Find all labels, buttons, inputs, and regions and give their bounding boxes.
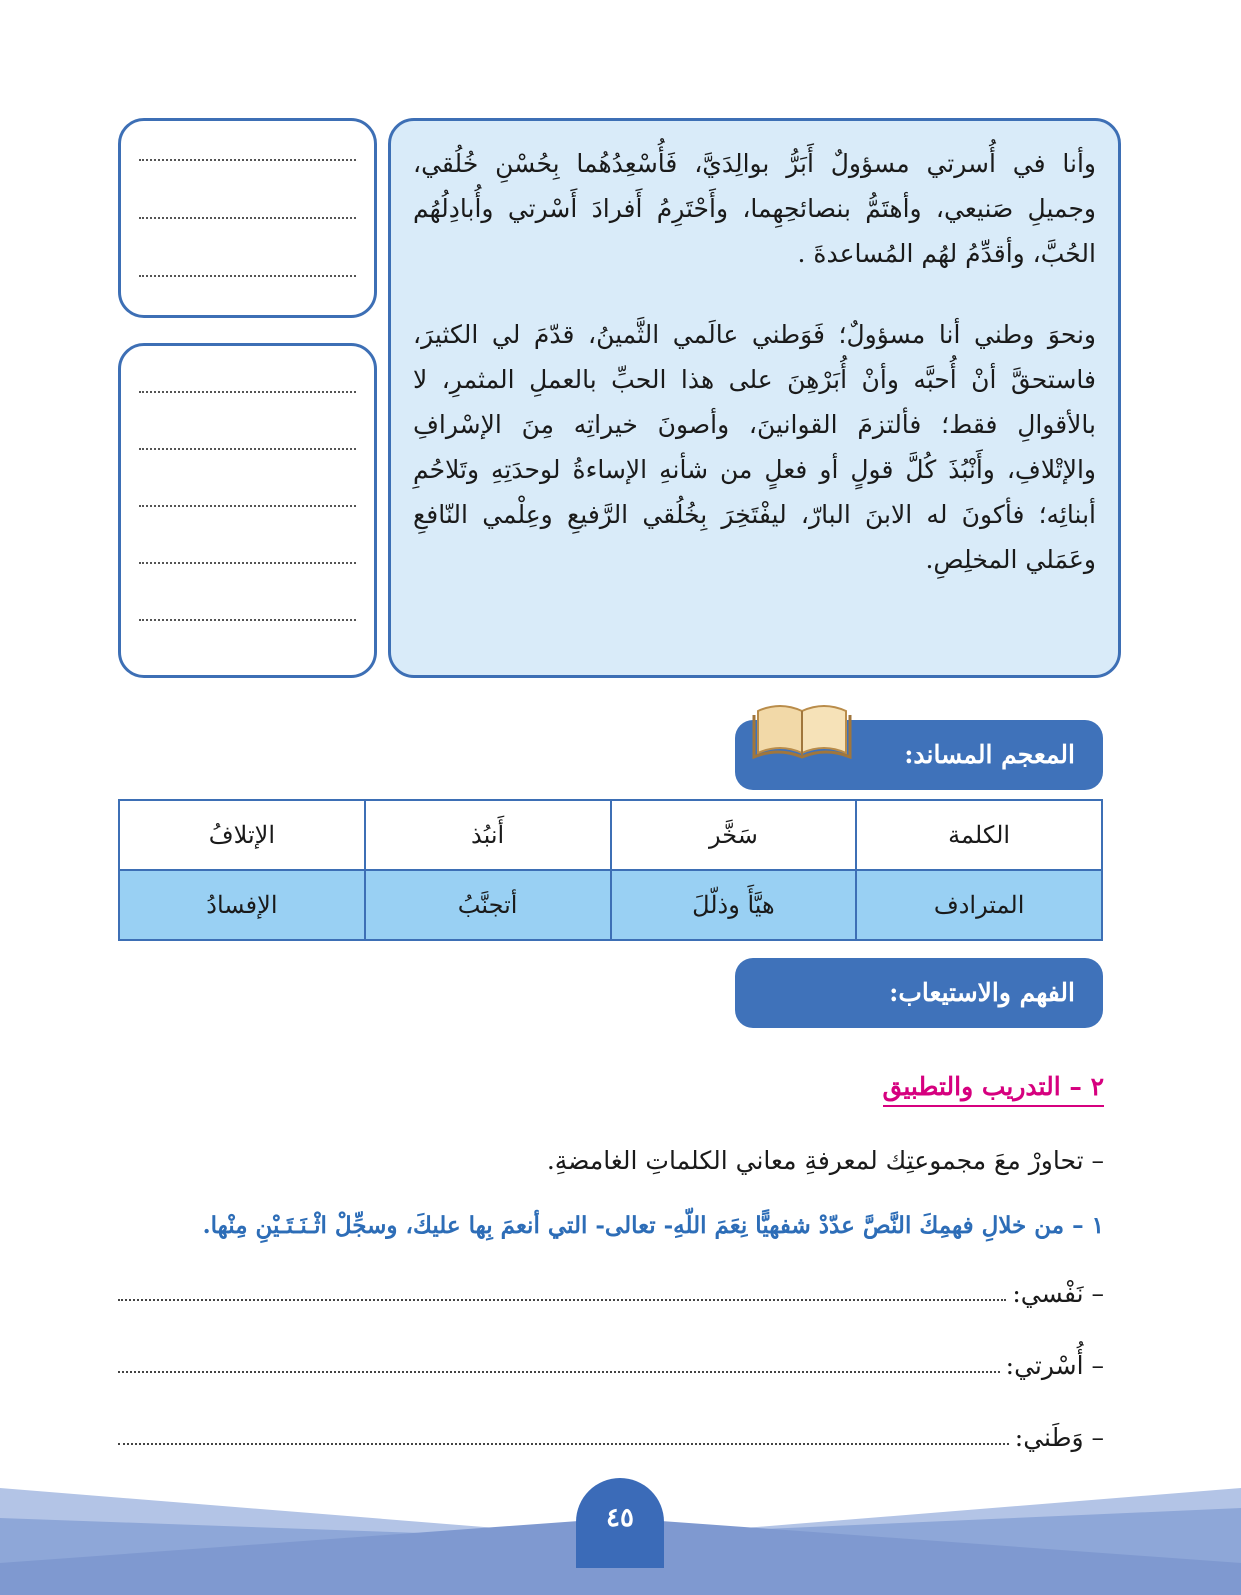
table-cell: أتجنَّبُ — [365, 870, 611, 940]
answer-label: – أُسْرتي: — [1005, 1351, 1104, 1380]
instruction-text: – تحاورْ معَ مجموعتِك لمعرفةِ معاني الكلماتِ الغامضةِ. — [546, 1146, 1104, 1175]
comprehension-heading-text: الفهم والاستيعاب: — [889, 978, 1075, 1007]
answer-label: – نَفْسي: — [1012, 1279, 1104, 1308]
answer-label: – وَطَني: — [1014, 1423, 1104, 1452]
table-cell: هيَّأَ وذلّلَ — [611, 870, 857, 940]
page-number: ٤٥ — [576, 1478, 664, 1568]
comprehension-heading — [735, 958, 1103, 1028]
table-row — [119, 800, 1102, 870]
passage-paragraph-homeland: ونحوَ وطني أنا مسؤولٌ؛ فَوَطني عالَمي الثَّمينُ، قدّمَ لي الكثيرَ، فاستحقَّ أنْ أُحبَّه وأنْ أُبَرْهِنَ على هذا الحبِّ بالعملِ المثمرِ، لا بالأقوالِ فقط؛ فألتزمَ القوانينَ، وأصونَ خيراتِه مِنَ الإسْرافِ والإتْلافِ، وأَنْبُذَ كُلَّ قولٍ أو فعلٍ من شأنهِ الإساءةُ لوحدَتِهِ وتَلاحُمِ أبنائِه؛ فأكونَ له الابنَ البارّ، ليفْتَخِرَ بِخُلُقي الرَّفيعِ وعِلْمي النّافعِ وعَمَلي المخلِصِ. — [413, 320, 1096, 574]
answer-homeland[interactable] — [118, 1412, 1104, 1452]
question-1: ١ – من خلالِ فهمِكَ النَّصَّ عدّدْ شفهيًّا نِعَمَ اللّهِ- تعالى- التي أنعمَ بِها عليكَ، وسجِّلْ اثْـنَـتَـيْنِ مِنْها. — [202, 1212, 1104, 1239]
open-book-icon — [752, 697, 852, 759]
notes-box-bottom[interactable] — [118, 343, 377, 678]
answer-line[interactable] — [118, 1443, 1009, 1445]
training-heading: ٢ – التدريب والتطبيق — [883, 1072, 1104, 1107]
passage-paragraph-family: وأنا في أُسرتي مسؤولٌ أَبَرُّ بوالِدَيَّ، فَأُسْعِدُهُما بِحُسْنِ خُلُقي، وجميلِ صَنيعي، وأهتَمُّ بنصائحِهِما، وأَحْتَرِمُ أَفرادَ أَسْرتي وأُبادِلُهُم الحُبَّ، وأقدِّمُ لهُم المُساعدةَ . — [413, 149, 1096, 268]
notes-box-top[interactable] — [118, 118, 377, 318]
answer-line[interactable] — [118, 1299, 1006, 1301]
table-cell: أَنبُذ — [365, 800, 611, 870]
answer-family[interactable] — [118, 1340, 1104, 1380]
dictionary-heading-text: المعجم المساند: — [904, 740, 1075, 769]
vocabulary-table — [118, 799, 1103, 941]
answer-line[interactable] — [118, 1371, 1000, 1373]
answer-self[interactable] — [118, 1268, 1104, 1308]
reading-passage — [388, 118, 1121, 678]
table-cell: الإتلافُ — [119, 800, 365, 870]
table-row — [119, 870, 1102, 940]
table-cell: سَخَّر — [611, 800, 857, 870]
table-cell: المترادف — [856, 870, 1102, 940]
table-cell: الكلمة — [856, 800, 1102, 870]
table-cell: الإفسادُ — [119, 870, 365, 940]
